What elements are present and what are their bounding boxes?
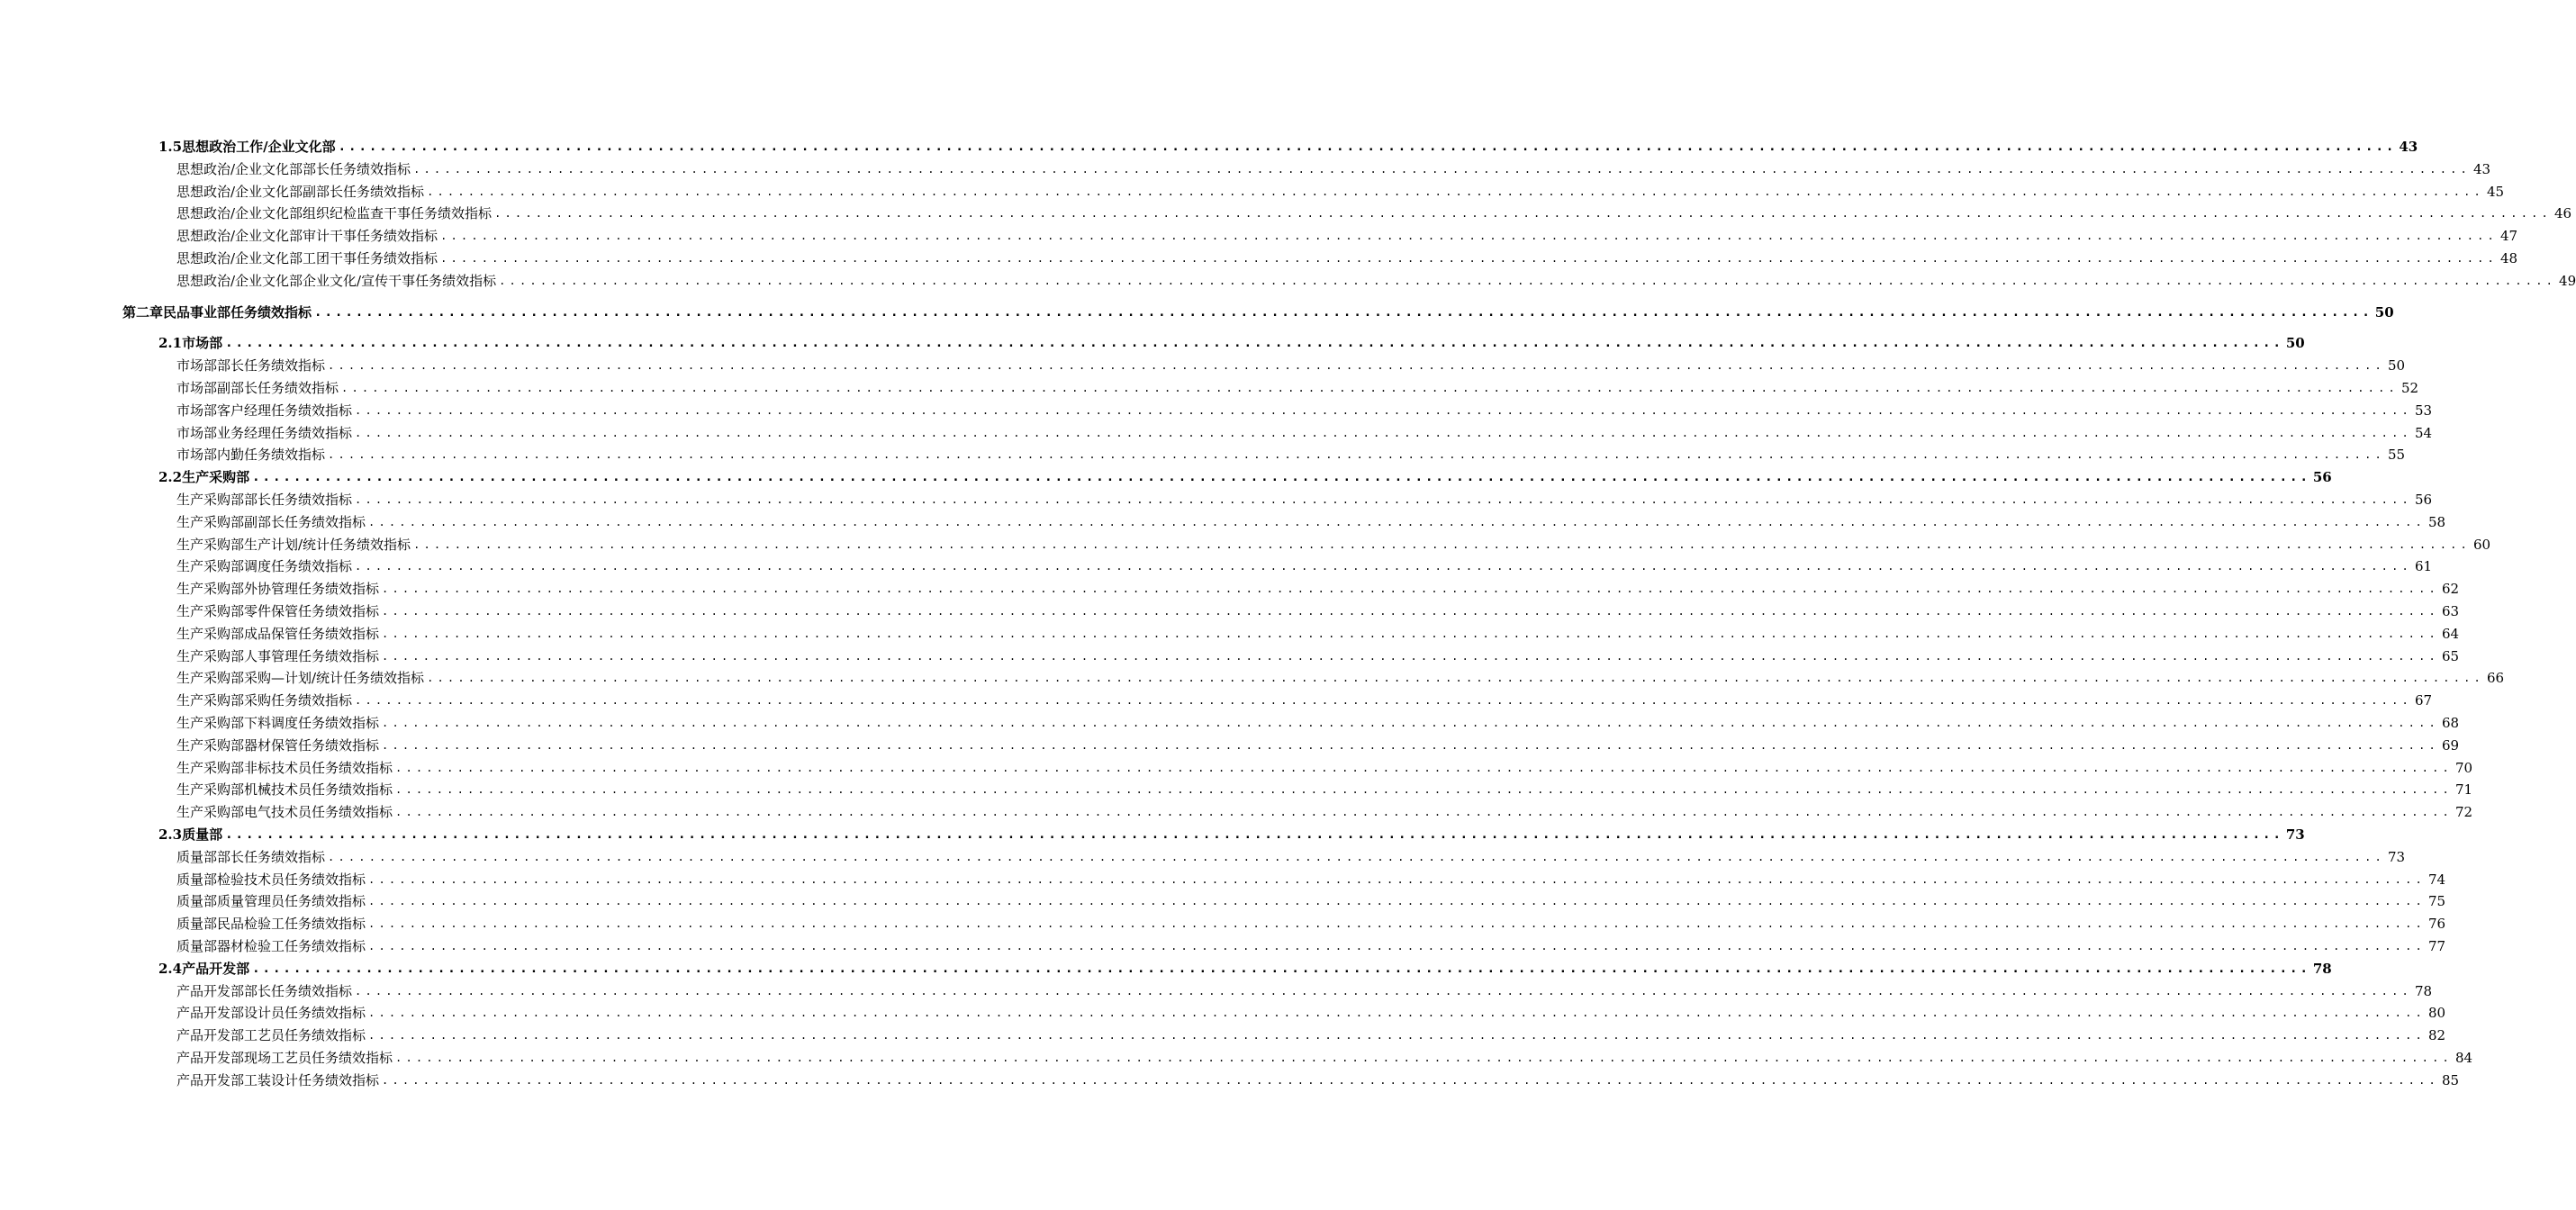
toc-title: 市场部客户经理任务绩效指标	[176, 402, 353, 419]
toc-title: 市场部内勤任务绩效指标	[176, 447, 326, 464]
toc-title: 产品开发部设计员任务绩效指标	[176, 1005, 366, 1022]
toc-page-number: 82	[2427, 1027, 2446, 1044]
dot-leader: ........................................................................................................................................................................................................	[355, 403, 2412, 417]
toc-page-number: 71	[2454, 781, 2473, 799]
dot-leader: ........................................................................................................................................................................................................	[395, 806, 2453, 819]
toc-page-number: 76	[2427, 916, 2446, 933]
toc-entry[interactable]	[176, 688, 2433, 709]
toc-page-number: 56	[2312, 469, 2332, 486]
toc-entry[interactable]	[176, 179, 2505, 201]
toc-section[interactable]	[158, 134, 2418, 156]
toc-entry[interactable]	[176, 621, 2460, 643]
toc-page-number: 60	[2472, 536, 2491, 553]
dot-leader: ........................................................................................................................................................................................................	[368, 1029, 2426, 1043]
toc-title: 生产采购部	[182, 469, 250, 486]
toc-title: 质量部民品检验工任务绩效指标	[176, 916, 366, 933]
toc-entry[interactable]	[176, 599, 2460, 620]
toc-page-number: 61	[2414, 558, 2433, 575]
toc-entry[interactable]	[176, 510, 2446, 531]
dot-leader: ........................................................................................................................................................................................................	[368, 872, 2426, 886]
toc-entry[interactable]	[176, 375, 2419, 397]
toc-entry[interactable]	[176, 934, 2446, 955]
toc-page-number: 56	[2414, 492, 2433, 508]
toc-title: 质量部	[182, 826, 223, 843]
toc-page-number: 84	[2454, 1050, 2473, 1066]
toc-entry[interactable]	[176, 576, 2460, 598]
toc-entry[interactable]	[176, 844, 2406, 866]
dot-leader: ........................................................................................................................................................................................................	[395, 1052, 2453, 1064]
dot-leader: ........................................................................................................................................................................................................	[355, 694, 2412, 708]
toc-title: 质量部器材检验工任务绩效指标	[176, 938, 366, 954]
dot-leader: ........................................................................................................................................................................................................	[314, 304, 2373, 320]
dot-leader: ........................................................................................................................................................................................................	[368, 940, 2426, 953]
toc-entry[interactable]	[176, 532, 2491, 554]
dot-leader: ........................................................................................................................................................................................................	[395, 783, 2453, 797]
toc-entry[interactable]	[176, 889, 2446, 910]
dot-leader: ........................................................................................................................................................................................................	[413, 162, 2471, 176]
dot-leader: ........................................................................................................................................................................................................	[355, 560, 2412, 573]
toc-title: 生产采购部人事管理任务绩效指标	[176, 647, 380, 664]
toc-title: 质量部检验技术员任务绩效指标	[176, 871, 366, 888]
dot-leader: ........................................................................................................................................................................................................	[368, 895, 2426, 908]
toc-entry[interactable]	[176, 353, 2406, 375]
dot-leader: ........................................................................................................................................................................................................	[225, 336, 2283, 351]
toc-entry[interactable]	[176, 799, 2473, 821]
toc-page-number: 47	[2499, 228, 2518, 245]
toc-entry[interactable]	[176, 268, 2576, 290]
toc-entry[interactable]	[176, 1068, 2460, 1089]
toc-page-number: 78	[2312, 960, 2332, 977]
dot-leader: ........................................................................................................................................................................................................	[368, 1007, 2426, 1020]
toc-entry[interactable]	[176, 733, 2460, 754]
toc-title: 思想政治/企业文化部部长任务绩效指标	[176, 160, 411, 177]
dot-leader: ........................................................................................................................................................................................................	[499, 274, 2557, 287]
toc-title: 生产采购部下料调度任务绩效指标	[176, 715, 380, 731]
toc-section[interactable]	[158, 330, 2305, 352]
dot-leader: ........................................................................................................................................................................................................	[328, 448, 2385, 462]
toc-entry[interactable]	[176, 554, 2433, 575]
toc-page-number: 58	[2427, 513, 2446, 530]
dot-leader: ........................................................................................................................................................................................................	[427, 185, 2484, 198]
toc-number: 2.2	[158, 469, 183, 486]
toc-page-number: 80	[2427, 1005, 2446, 1022]
dot-leader: ........................................................................................................................................................................................................	[382, 582, 2439, 596]
dot-leader: ........................................................................................................................................................................................................	[413, 537, 2471, 551]
toc-entry[interactable]	[176, 487, 2433, 509]
toc-page-number: 73	[2387, 848, 2406, 865]
toc-entry[interactable]	[176, 1023, 2446, 1044]
toc-page-number: 67	[2414, 692, 2433, 709]
toc-page-number: 77	[2427, 938, 2446, 954]
dot-leader: ........................................................................................................................................................................................................	[355, 984, 2412, 998]
toc-page-number: 50	[2374, 303, 2394, 321]
dot-leader: ........................................................................................................................................................................................................	[382, 605, 2439, 618]
dot-leader: ........................................................................................................................................................................................................	[494, 207, 2552, 221]
toc-entry[interactable]	[176, 755, 2473, 777]
toc-title: 市场部	[182, 335, 223, 352]
toc-title: 产品开发部工装设计任务绩效指标	[176, 1071, 380, 1088]
toc-page-number: 45	[2486, 183, 2505, 200]
toc-section[interactable]	[158, 956, 2332, 978]
toc-section[interactable]	[158, 822, 2305, 844]
toc-entry[interactable]	[176, 157, 2491, 178]
toc-title: 生产采购部器材保管任务绩效指标	[176, 736, 380, 754]
dot-leader: ........................................................................................................................................................................................................	[368, 917, 2426, 931]
toc-title: 生产采购部采购—计划/统计任务绩效指标	[176, 670, 425, 687]
toc-entry[interactable]	[176, 644, 2460, 665]
toc-title: 生产采购部电气技术员任务绩效指标	[176, 804, 393, 821]
toc-entry[interactable]	[176, 979, 2433, 1000]
toc-entry[interactable]	[176, 201, 2572, 222]
dot-leader: ........................................................................................................................................................................................................	[355, 493, 2412, 506]
toc-page-number: 43	[2399, 139, 2418, 155]
toc-title: 思想政治/企业文化部企业文化/宣传干事任务绩效指标	[176, 272, 497, 289]
dot-leader: ........................................................................................................................................................................................................	[368, 515, 2426, 528]
toc-page-number: 53	[2414, 402, 2433, 419]
toc-title: 质量部质量管理员任务绩效指标	[176, 893, 366, 910]
toc-title: 市场部副部长任务绩效指标	[176, 380, 339, 396]
toc-page-number: 54	[2414, 424, 2433, 441]
toc-page-number: 73	[2285, 826, 2305, 843]
toc-title: 生产采购部生产计划/统计任务绩效指标	[176, 536, 411, 553]
toc-title: 生产采购部调度任务绩效指标	[176, 558, 353, 575]
toc-entry[interactable]	[176, 442, 2406, 464]
toc-number: 第二章	[122, 303, 164, 321]
toc-page-number: 75	[2427, 893, 2446, 910]
toc-page-number: 70	[2454, 759, 2473, 776]
toc-title: 生产采购部零件保管任务绩效指标	[176, 603, 380, 619]
toc-entry[interactable]	[176, 710, 2460, 732]
dot-leader: ........................................................................................................................................................................................................	[252, 470, 2310, 485]
toc-page-number: 68	[2441, 715, 2460, 731]
toc-page-number: 66	[2486, 670, 2505, 687]
toc-entry[interactable]	[176, 1000, 2446, 1022]
toc-title: 生产采购部成品保管任务绩效指标	[176, 625, 380, 642]
toc-title: 思想政治工作/企业文化部	[182, 139, 336, 155]
dot-leader: ........................................................................................................................................................................................................	[382, 649, 2439, 663]
toc-title: 民品事业部任务绩效指标	[163, 303, 312, 321]
dot-leader: ........................................................................................................................................................................................................	[225, 827, 2283, 842]
toc-page-number: 62	[2441, 581, 2460, 598]
toc-number: 2.4	[158, 960, 183, 977]
toc-title: 产品开发部部长任务绩效指标	[176, 982, 353, 999]
dot-leader: ........................................................................................................................................................................................................	[252, 961, 2310, 976]
toc-entry[interactable]	[176, 246, 2518, 267]
toc-page-number: 46	[2553, 205, 2572, 222]
toc-page-number: 65	[2441, 647, 2460, 664]
dot-leader: ........................................................................................................................................................................................................	[355, 426, 2412, 439]
toc-title: 生产采购部部长任务绩效指标	[176, 492, 353, 508]
dot-leader: ........................................................................................................................................................................................................	[427, 672, 2484, 685]
toc-title: 产品开发部现场工艺员任务绩效指标	[176, 1050, 393, 1066]
toc-title: 思想政治/企业文化部组织纪检监查干事任务绩效指标	[176, 205, 493, 222]
toc-page-number: 48	[2499, 250, 2518, 266]
dot-leader: ........................................................................................................................................................................................................	[440, 252, 2498, 265]
toc-title: 思想政治/企业文化部审计干事任务绩效指标	[176, 228, 438, 245]
toc-title: 产品开发部	[182, 960, 250, 977]
dot-leader: ........................................................................................................................................................................................................	[440, 230, 2498, 243]
toc-page-number: 55	[2387, 447, 2406, 464]
toc-page-number: 64	[2441, 625, 2460, 642]
toc-section[interactable]	[158, 465, 2332, 486]
toc-title: 思想政治/企业文化部工团干事任务绩效指标	[176, 250, 438, 266]
dot-leader: ........................................................................................................................................................................................................	[382, 1073, 2439, 1087]
dot-leader: ........................................................................................................................................................................................................	[382, 717, 2439, 729]
toc-title: 质量部部长任务绩效指标	[176, 848, 326, 865]
toc-page-number: 52	[2400, 380, 2419, 396]
toc-chapter[interactable]	[122, 300, 2394, 321]
toc-entry[interactable]	[176, 420, 2433, 442]
toc-entry[interactable]	[176, 665, 2505, 687]
toc-entry[interactable]	[176, 398, 2433, 420]
toc-title: 市场部部长任务绩效指标	[176, 357, 326, 375]
toc-page-number: 50	[2387, 357, 2406, 375]
toc-entry[interactable]	[176, 777, 2473, 799]
toc-number: 1.5	[158, 139, 183, 155]
toc-title: 生产采购部采购任务绩效指标	[176, 692, 353, 709]
toc-page-number: 49	[2559, 272, 2576, 289]
toc-title: 市场部业务经理任务绩效指标	[176, 424, 353, 441]
toc-page-number: 72	[2454, 804, 2473, 821]
toc-title: 思想政治/企业文化部副部长任务绩效指标	[176, 183, 425, 200]
dot-leader: ........................................................................................................................................................................................................	[382, 738, 2439, 752]
toc-entry[interactable]	[176, 223, 2518, 245]
toc-title: 生产采购部机械技术员任务绩效指标	[176, 781, 393, 799]
toc-entry[interactable]	[176, 1045, 2473, 1067]
dot-leader: ........................................................................................................................................................................................................	[382, 627, 2439, 640]
dot-leader: ........................................................................................................................................................................................................	[341, 382, 2399, 394]
toc-number: 2.1	[158, 335, 183, 352]
toc-page-number: 69	[2441, 736, 2460, 754]
toc-page-number: 74	[2427, 871, 2446, 888]
dot-leader: ........................................................................................................................................................................................................	[395, 761, 2453, 774]
toc-page-number: 78	[2414, 982, 2433, 999]
toc-entry[interactable]	[176, 911, 2446, 933]
toc-page-number: 63	[2441, 603, 2460, 619]
dot-leader: ........................................................................................................................................................................................................	[338, 140, 2397, 154]
toc-page-number: 43	[2472, 160, 2491, 177]
toc-title: 生产采购部外协管理任务绩效指标	[176, 581, 380, 598]
toc-title: 产品开发部工艺员任务绩效指标	[176, 1027, 366, 1044]
toc-entry[interactable]	[176, 867, 2446, 889]
toc-number: 2.3	[158, 826, 183, 843]
dot-leader: ........................................................................................................................................................................................................	[328, 359, 2385, 373]
toc-page-number: 85	[2441, 1071, 2460, 1088]
toc-page-number: 50	[2285, 335, 2305, 352]
dot-leader: ........................................................................................................................................................................................................	[328, 850, 2385, 863]
toc-title: 生产采购部副部长任务绩效指标	[176, 513, 366, 530]
toc-title: 生产采购部非标技术员任务绩效指标	[176, 759, 393, 776]
